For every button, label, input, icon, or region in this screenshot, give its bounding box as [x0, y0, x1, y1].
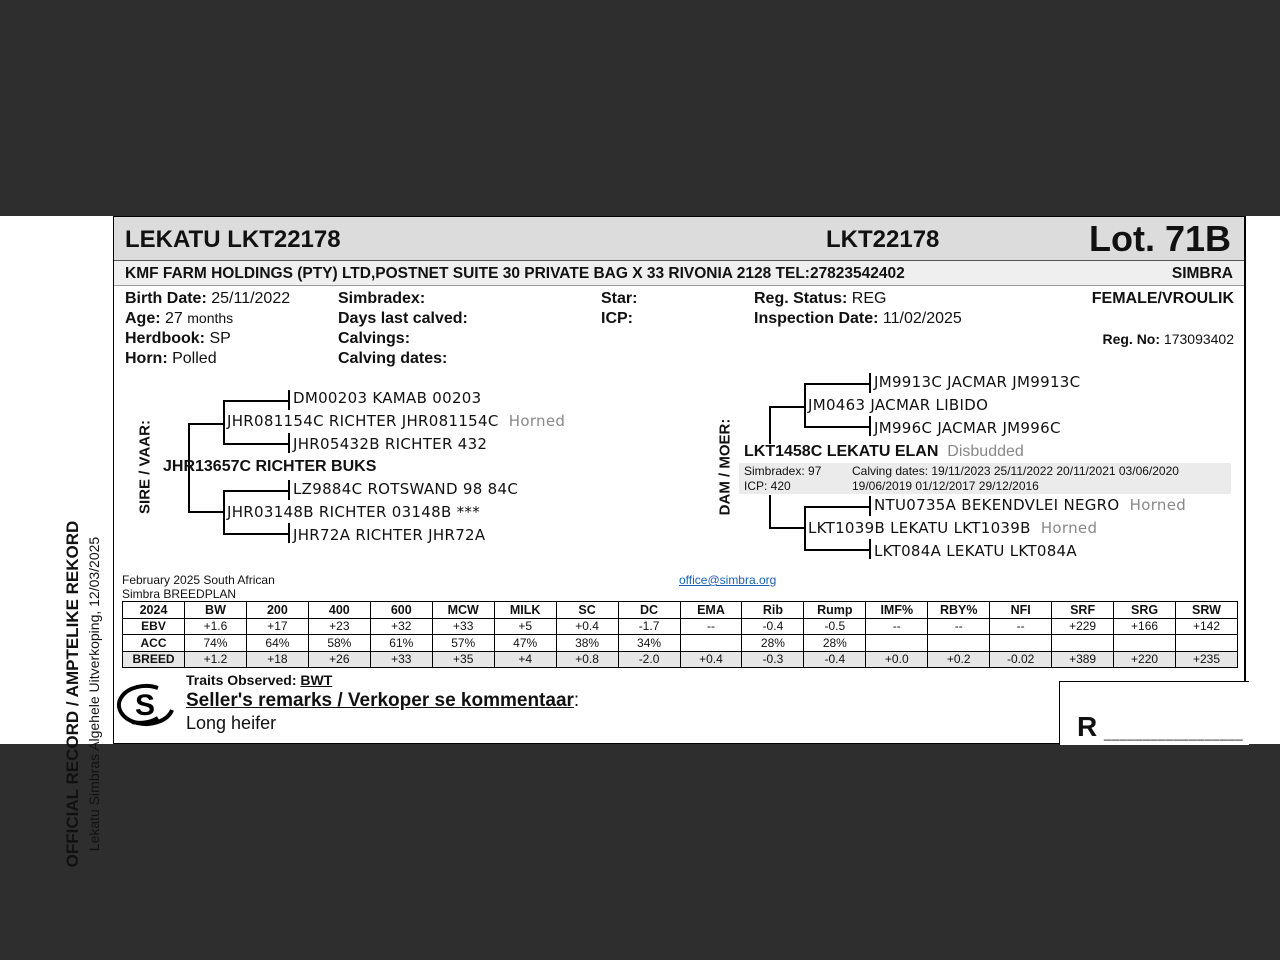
- ebv-header-cell: SRF: [1052, 602, 1114, 619]
- sire-dam-sire: LZ9884C ROTSWAND 98 84C: [293, 480, 519, 498]
- ebv-header-cell: IMF%: [866, 602, 928, 619]
- dam-dam: LKT1039B LEKATU LKT1039B Horned: [808, 519, 1098, 537]
- ebv-cell: +0.8: [556, 651, 618, 668]
- simbradex-label: Simbradex:: [338, 290, 426, 307]
- horn: Horn: Polled: [125, 350, 217, 367]
- dam-connector: [769, 495, 771, 529]
- traits-observed: Traits Observed: BWT: [186, 672, 333, 688]
- ebv-cell: --: [990, 618, 1052, 635]
- dam-info-box: [739, 463, 1231, 494]
- inspection-date: Inspection Date: 11/02/2025: [754, 310, 962, 327]
- sex: FEMALE/VROULIK: [1091, 290, 1234, 307]
- ebv-header-cell: SRW: [1176, 602, 1238, 619]
- ebv-row: [123, 635, 1238, 652]
- ebv-cell: 28%: [742, 635, 804, 652]
- dam-connector: [804, 383, 870, 385]
- ebv-header-cell: EMA: [680, 602, 742, 619]
- sire-connector: [288, 523, 290, 543]
- ebv-cell: -2.0: [618, 651, 680, 668]
- dam-connector: [769, 406, 805, 408]
- ebv-header-cell: 400: [308, 602, 370, 619]
- reg-status: Reg. Status: REG: [754, 290, 887, 307]
- ebv-cell: +0.0: [866, 651, 928, 668]
- ebv-cell: +229: [1052, 618, 1114, 635]
- sire-connector: [223, 490, 225, 535]
- star-label: Star:: [601, 290, 638, 307]
- owner-bar: [114, 261, 1245, 286]
- ebv-cell: 34%: [618, 635, 680, 652]
- ebv-cell: --: [928, 618, 990, 635]
- office-email-link[interactable]: office@simbra.org: [679, 573, 777, 587]
- sire-connector: [223, 400, 289, 402]
- ebv-cell: 57%: [432, 635, 494, 652]
- herdbook: Herdbook: SP: [125, 330, 231, 347]
- ebv-cell: [866, 635, 928, 652]
- ebv-header-cell: RBY%: [928, 602, 990, 619]
- owner-details: KMF FARM HOLDINGS (PTY) LTD,POSTNET SUITE 30 PRIVATE BAG X 33 RIVONIA 2128 TEL:27823542402: [125, 265, 905, 282]
- dam-connector: [804, 383, 806, 428]
- ebv-header-row: [123, 602, 1238, 619]
- ebv-cell: --: [866, 618, 928, 635]
- ebv-cell: [1114, 635, 1176, 652]
- sire-sire: JHR081154C RICHTER JHR081154C Horned: [227, 412, 566, 430]
- ebv-cell: 28%: [804, 635, 866, 652]
- breedplan-line2: Simbra BREEDPLAN: [122, 587, 237, 601]
- ebv-header-cell: 600: [370, 602, 432, 619]
- animal-id: LKT22178: [826, 226, 940, 253]
- dam-label: DAM / MOER:: [716, 418, 734, 516]
- dam-calving-dates-2: 19/06/2019 01/12/2017 29/12/2016: [852, 479, 1039, 493]
- ebv-cell: +0.4: [556, 618, 618, 635]
- ebv-cell: +1.2: [185, 651, 247, 668]
- dam-connector: [869, 416, 871, 436]
- sire-dam-dam: JHR72A RICHTER JHR72A: [293, 526, 486, 544]
- dam-calving-dates: Calving dates: 19/11/2023 25/11/2022 20/11/2021 03/06/2020: [852, 464, 1179, 478]
- ebv-cell: +166: [1114, 618, 1176, 635]
- ebv-cell: --: [680, 618, 742, 635]
- dam-icp: ICP: 420: [744, 479, 791, 493]
- price-box[interactable]: [1059, 681, 1249, 745]
- days-last-calved-label: Days last calved:: [338, 310, 468, 327]
- dam-connector: [869, 496, 871, 516]
- dam-name: LKT1458C LEKATU ELAN Disbudded: [744, 443, 1024, 460]
- ebv-cell: +35: [432, 651, 494, 668]
- ebv-header-cell: 200: [246, 602, 308, 619]
- ebv-cell: 58%: [308, 635, 370, 652]
- ebv-cell: 47%: [494, 635, 556, 652]
- dam-connector: [769, 527, 805, 529]
- ebv-row: [123, 651, 1238, 668]
- ebv-cell: 64%: [246, 635, 308, 652]
- ebv-header-cell: MCW: [432, 602, 494, 619]
- ebv-header-cell: MILK: [494, 602, 556, 619]
- ebv-row-header: BREED: [123, 651, 185, 668]
- sire-connector: [288, 433, 290, 453]
- animal-card: [113, 216, 1246, 744]
- ebv-cell: 61%: [370, 635, 432, 652]
- ebv-cell: +220: [1114, 651, 1176, 668]
- ebv-cell: +4: [494, 651, 556, 668]
- sire-connector: [288, 390, 290, 410]
- sire-sire-sire: DM00203 KAMAB 00203: [293, 389, 482, 407]
- sire-connector: [223, 443, 289, 445]
- ebv-cell: +5: [494, 618, 556, 635]
- sellers-remarks-value: Long heifer: [186, 713, 277, 733]
- icp-label: ICP:: [601, 310, 633, 327]
- ebv-row-header: EBV: [123, 618, 185, 635]
- sire-connector: [223, 533, 289, 535]
- ebv-cell: -0.02: [990, 651, 1052, 668]
- lot-sheet-page: OFFICIAL RECORD / AMPTELIKE REKORD Lekatu Simbras Algehele Uitverkoping, 12/03/2025 LEKATU LKT22178 LKT22178 Lot. 71B KMF FARM HOLDINGS (PTY) LTD,POSTNET SUITE 30 PRIVATE BAG X 33 RIVONIA 2128 TEL:27823542402 SIMBRA Birth Date: 25/11/2022 Age: 27 months Herdbook: SP Horn: Polled Simbradex: Days last calved: Calvings: Calving dates: Star: ICP: Reg. Status: REG Inspection Date: 11/02/2025 FEMALE/VROULIK Reg. No: 173093402 SIRE / VAAR: DM00203 KAMAB 00203 JHR081154C RICHTER JHR081154C Horned JHR05432B RICHTER 432 JHR13657C RICHTER BUKS LZ9884C ROTSWAND 98 84C JHR03148B RICHTER 03148B *** JHR72A RICHTER JHR72A DAM / MOER: JM9913C JACMAR JM9913C JM0463 JACMAR LIBIDO JM996C JACMAR JM996C LKT1458C LEKATU ELAN Disbudded Simbradex: 97 ICP: 420 Calving dates: 19/11/2023 25/11/2022 20/11/2021 03/06/2020 19/06/2019 01/12/2017 29/12/2016 NTU0735A BEKENDVLEI NEGRO Horned LKT1039B LEKATU LKT1039B Horned LKT084A LEKATU LKT084A February 2025 South African Simbra BREEDPLAN office@simbra.org 2024 BW 200 400 600 MCW MILK SC DC EMA Rib Rump IMF% RBY% NFI SRF SRG SRW EBV +1.6 +17 +23 +32 +33 +5 +0.4 -1.7 -- -0.4 -0.5 -- -- -- +229 +166 +142 ACC 74% 64% 58% 61% 57% 47% 38% 34% 28% 28% BREED +1.2 +18 +26 +33 +35 +4 +0.8 -2.0 +0.4 -0.3 -0.4 +0.0 +0.2 -0.02 +389 +220 +235 S Traits Observed: BWT Seller's remarks / Verkoper se kommentaar: Long heifer R __________________: [0, 216, 1280, 744]
- ebv-cell: +33: [370, 651, 432, 668]
- ebv-cell: [1176, 635, 1238, 652]
- dam-connector: [804, 426, 870, 428]
- sire-connector: [188, 511, 224, 513]
- ebv-header-cell: BW: [185, 602, 247, 619]
- ebv-cell: [1052, 635, 1114, 652]
- ebv-cell: -0.3: [742, 651, 804, 668]
- simbra-logo-icon: [114, 680, 176, 730]
- sire-connector: [223, 490, 289, 492]
- breedplan-line1: February 2025 South African: [122, 573, 275, 587]
- ebv-cell: -0.5: [804, 618, 866, 635]
- ebv-header-cell: DC: [618, 602, 680, 619]
- dam-connector: [804, 506, 806, 551]
- reg-no: Reg. No: 173093402: [1102, 331, 1234, 347]
- ebv-cell: -0.4: [804, 651, 866, 668]
- sire-label: SIRE / VAAR:: [136, 420, 154, 514]
- ebv-cell: [928, 635, 990, 652]
- sire-connector: [288, 480, 290, 500]
- ebv-header-cell: SC: [556, 602, 618, 619]
- age: Age: 27 months: [125, 310, 234, 327]
- dam-simbradex: Simbradex: 97: [744, 464, 822, 478]
- dam-connector: [869, 539, 871, 559]
- sellers-remarks-label: Seller's remarks / Verkoper se kommentaar:: [186, 690, 580, 711]
- ebv-row-header: ACC: [123, 635, 185, 652]
- breed-label: SIMBRA: [1171, 265, 1233, 282]
- ebv-cell: +17: [246, 618, 308, 635]
- ebv-header-cell: SRG: [1114, 602, 1176, 619]
- ebv-cell: +33: [432, 618, 494, 635]
- ebv-cell: +142: [1176, 618, 1238, 635]
- dam-sire: JM0463 JACMAR LIBIDO: [808, 396, 989, 414]
- calvings-label: Calvings:: [338, 330, 411, 347]
- sire-connector: [188, 423, 224, 425]
- ebv-header-cell: Rib: [742, 602, 804, 619]
- animal-name: LEKATU LKT22178: [125, 226, 341, 253]
- sire-name: JHR13657C RICHTER BUKS: [163, 458, 377, 475]
- dam-sire-dam: JM996C JACMAR JM996C: [874, 419, 1061, 437]
- ebv-cell: +18: [246, 651, 308, 668]
- price-line: __________________: [1104, 726, 1244, 741]
- price-currency: R: [1077, 711, 1098, 742]
- ebv-cell: +1.6: [185, 618, 247, 635]
- ebv-table: [122, 601, 1238, 668]
- dam-sire-sire: JM9913C JACMAR JM9913C: [874, 373, 1081, 391]
- dam-connector: [804, 549, 870, 551]
- sire-sire-dam: JHR05432B RICHTER 432: [293, 435, 488, 453]
- ebv-cell: +0.2: [928, 651, 990, 668]
- ebv-header-cell: 2024: [123, 602, 185, 619]
- ebv-cell: +389: [1052, 651, 1114, 668]
- ebv-cell: +26: [308, 651, 370, 668]
- ebv-cell: -0.4: [742, 618, 804, 635]
- ebv-cell: 74%: [185, 635, 247, 652]
- dam-connector: [869, 373, 871, 393]
- ebv-cell: [680, 635, 742, 652]
- calving-dates-label: Calving dates:: [338, 350, 448, 367]
- dam-connector: [769, 406, 771, 444]
- ebv-cell: +235: [1176, 651, 1238, 668]
- ebv-cell: +0.4: [680, 651, 742, 668]
- svg-text:S: S: [134, 689, 156, 722]
- ebv-row: [123, 618, 1238, 635]
- dam-dam-dam: LKT084A LEKATU LKT084A: [874, 542, 1077, 560]
- card-right-border: [1244, 216, 1246, 681]
- sire-connector: [223, 400, 225, 445]
- ebv-cell: 38%: [556, 635, 618, 652]
- sire-dam: JHR03148B RICHTER 03148B ***: [227, 503, 481, 521]
- dam-dam-sire: NTU0735A BEKENDVLEI NEGRO Horned: [874, 496, 1187, 514]
- ebv-cell: +32: [370, 618, 432, 635]
- ebv-cell: -1.7: [618, 618, 680, 635]
- dam-connector: [804, 506, 870, 508]
- ebv-header-cell: NFI: [990, 602, 1052, 619]
- ebv-cell: [990, 635, 1052, 652]
- lot-number: Lot. 71B: [1088, 218, 1231, 259]
- ebv-header-cell: Rump: [804, 602, 866, 619]
- ebv-cell: +23: [308, 618, 370, 635]
- title-bar: [114, 217, 1245, 261]
- birth-date: Birth Date: 25/11/2022: [125, 290, 291, 307]
